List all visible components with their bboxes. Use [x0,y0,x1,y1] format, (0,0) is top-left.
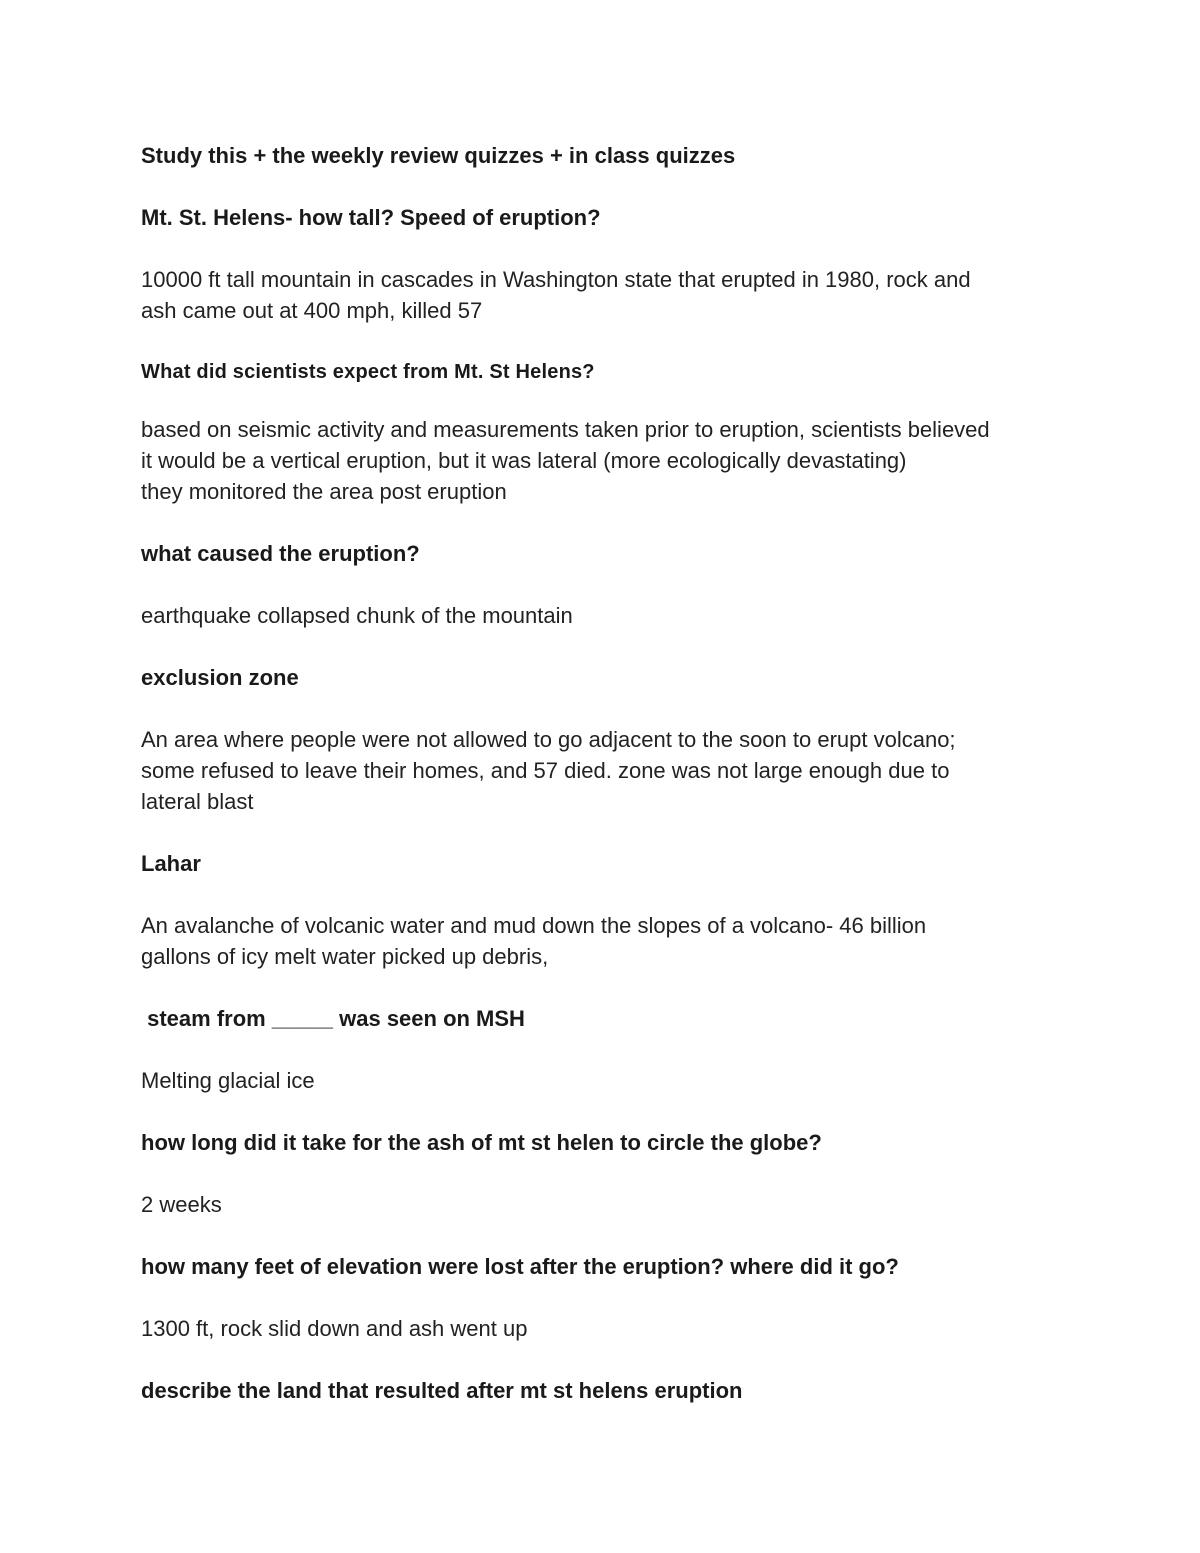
answer-line: An avalanche of volcanic water and mud down the slopes of a volcano- 46 billion [141,913,927,938]
question-heading: Lahar [141,851,201,876]
question-heading: what caused the eruption? [141,541,420,566]
answer-line: ash came out at 400 mph, killed 57 [141,298,483,323]
question-heading: how many feet of elevation were lost after the eruption? where did it go? [141,1254,899,1279]
question-heading: Mt. St. Helens- how tall? Speed of eruption? [141,205,601,230]
answer-line: Melting glacial ice [141,1068,315,1093]
answer-line: based on seismic activity and measurements taken prior to eruption, scientists believed [141,417,990,442]
question-heading: how long did it take for the ash of mt st helen to circle the globe? [141,1130,822,1155]
answer-line: lateral blast [141,789,254,814]
answer-line: 1300 ft, rock slid down and ash went up [141,1316,528,1341]
answer-line: earthquake collapsed chunk of the mountain [141,603,573,628]
answer-line: 2 weeks [141,1192,222,1217]
answer-line: An area where people were not allowed to go adjacent to the soon to erupt volcano; [141,727,956,752]
question-heading: steam from _____ was seen on MSH [141,1006,525,1031]
answer-line: gallons of icy melt water picked up debris, [141,944,549,969]
answer-line: it would be a vertical eruption, but it was lateral (more ecologically devastating) [141,448,907,473]
document-header: Study this + the weekly review quizzes + in class quizzes [141,143,736,168]
question-heading: describe the land that resulted after mt st helens eruption [141,1378,743,1403]
answer-line: they monitored the area post eruption [141,479,507,504]
document-page [141,140,1081,1406]
answer-line: 10000 ft tall mountain in cascades in Washington state that erupted in 1980, rock and [141,267,971,292]
answer-line: some refused to leave their homes, and 57 died. zone was not large enough due to [141,758,950,783]
question-heading: What did scientists expect from Mt. St Helens? [141,361,595,383]
question-heading: exclusion zone [141,665,299,690]
